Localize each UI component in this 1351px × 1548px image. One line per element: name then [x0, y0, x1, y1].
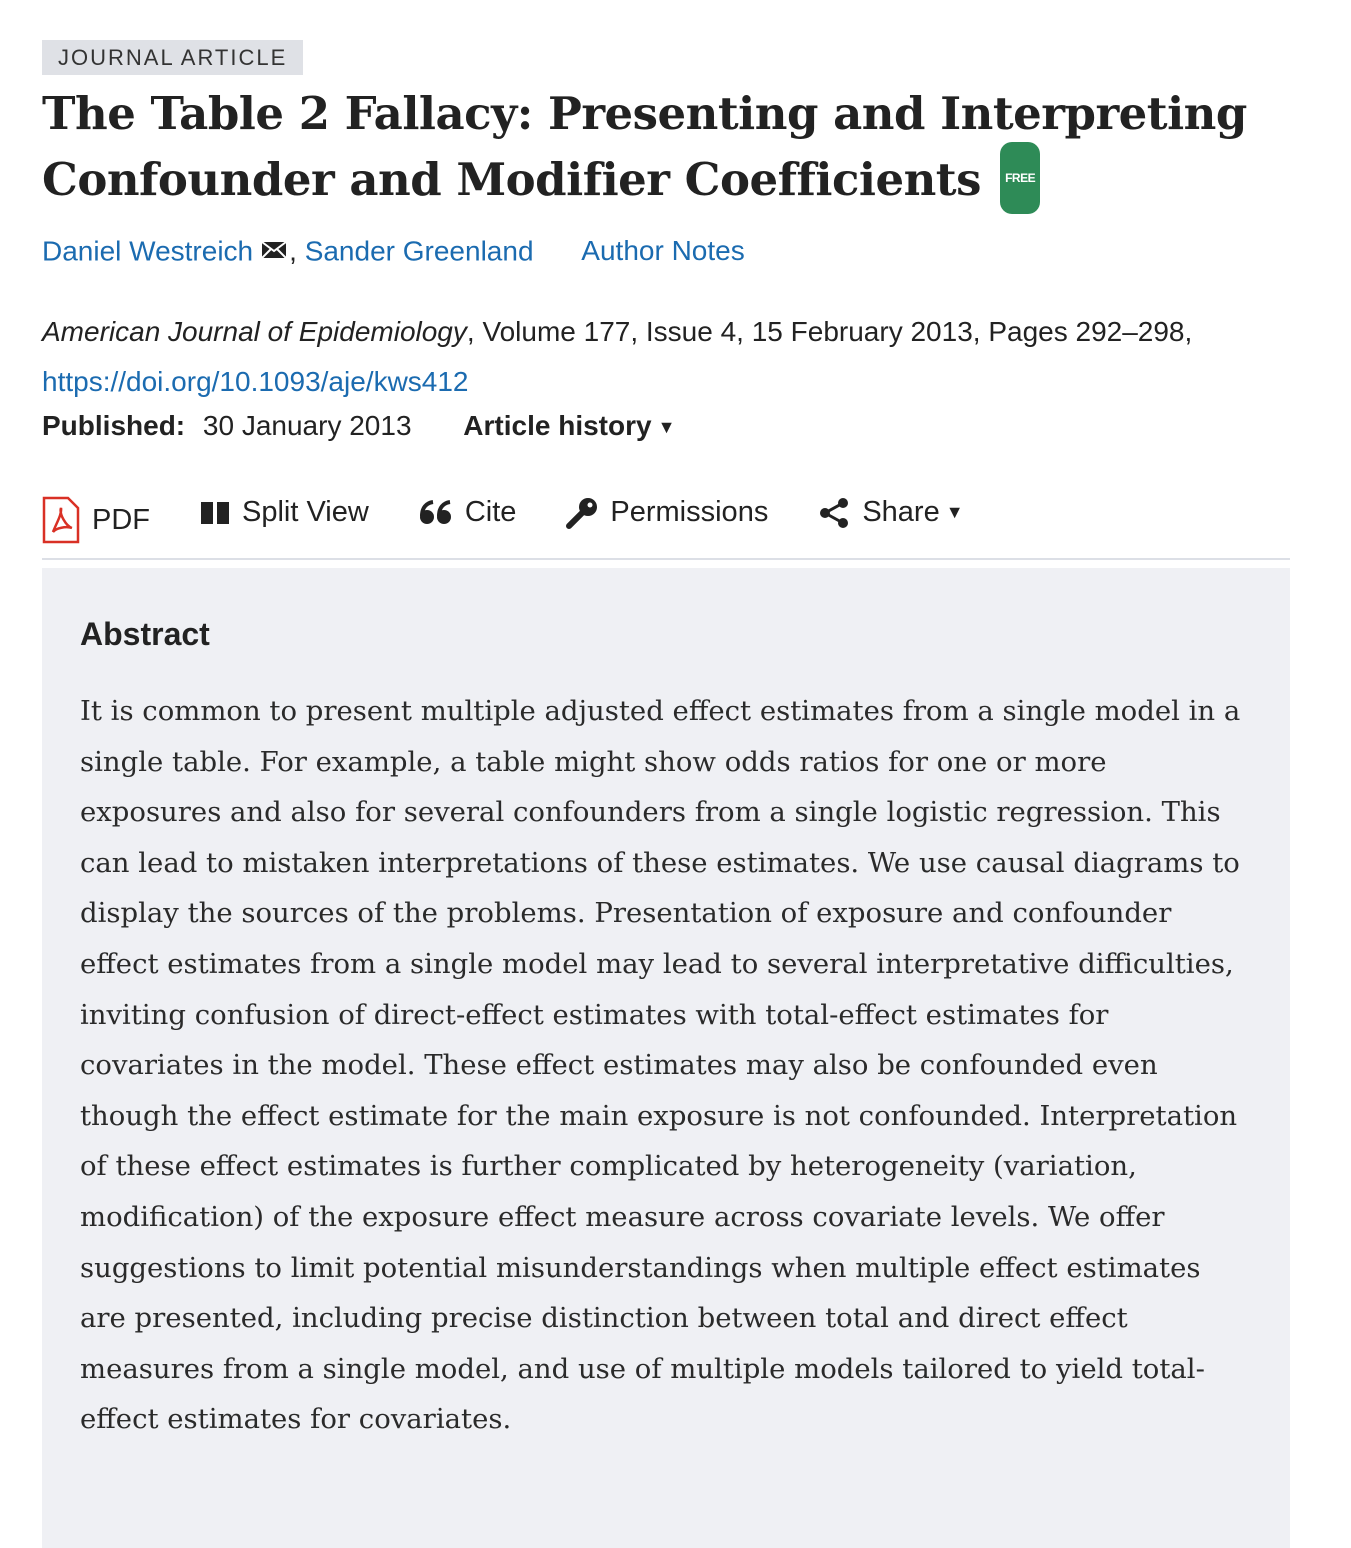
quote-icon: [419, 500, 453, 526]
citation-details: , Volume 177, Issue 4, 15 February 2013, Pages 292–298,: [466, 315, 1193, 347]
doi-link[interactable]: https://doi.org/10.1093/aje/kws412: [42, 365, 469, 397]
article-history-label: Article history: [463, 409, 652, 441]
published-date: 30 January 2013: [202, 409, 412, 441]
key-icon: [566, 497, 598, 529]
publication-row: [42, 409, 1290, 445]
free-badge: FREE: [1000, 142, 1040, 214]
article-title-text: The Table 2 Fallacy: Presenting and Interpreting Confounder and Modifier Coefficients: [42, 87, 1247, 206]
pdf-label: PDF: [92, 503, 150, 536]
split-view-icon: [200, 501, 230, 525]
permissions-label: Permissions: [610, 496, 769, 529]
article-header: [42, 40, 1290, 560]
author-notes-link[interactable]: Author Notes: [581, 234, 745, 266]
permissions-button[interactable]: [566, 496, 768, 529]
envelope-icon[interactable]: [261, 234, 287, 268]
article-type-tag: JOURNAL ARTICLE: [42, 40, 303, 75]
citation: [42, 307, 1290, 407]
pdf-button[interactable]: [42, 496, 150, 544]
author-separator: ,: [289, 234, 297, 266]
author-link-greenland[interactable]: Sander Greenland: [304, 234, 534, 266]
article-toolbar: [42, 496, 1290, 560]
cite-label: Cite: [464, 496, 517, 529]
pdf-icon: [42, 496, 80, 544]
article-title: [42, 81, 1290, 220]
share-icon: [818, 498, 850, 528]
share-label: Share: [862, 496, 940, 529]
caret-down-icon: ▼: [657, 417, 676, 438]
abstract-heading: Abstract: [80, 616, 210, 652]
abstract-section: [42, 568, 1290, 1548]
cite-button[interactable]: [419, 496, 517, 529]
split-view-button[interactable]: [200, 496, 369, 529]
caret-down-icon: ▼: [945, 502, 964, 523]
share-button[interactable]: [818, 496, 963, 529]
published-label: Published:: [42, 409, 186, 441]
split-view-label: Split View: [242, 496, 369, 529]
author-link-westreich[interactable]: Daniel Westreich: [42, 234, 254, 266]
abstract-text: It is common to present multiple adjusted effect estimates from a single model in a single table. For example, a table might show odds ratios for one or more exposures and also for several confounders from a single logistic regression. This can lead to mistaken interpretations of these estimates. We use causal diagrams to display the sources of the problems. Presentation of exposure and confounder effect estimates from a single model may lead to several interpretative difficulties, inviting confusion of direct-effect estimates with total-effect estimates for covariates in the model. These effect estimates may also be confounded even though the effect estimate for the main exposure is not confounded. Interpretation of these effect estimates is further complicated by heterogeneity (variation, modification) of the exposure effect measure across covariate levels. We offer suggestions to limit potential misunderstandings when multiple effect estimates are presented, including precise distinction between total and direct effect measures from a single model, and use of multiple models tailored to yield total-effect estimates for covariates.: [80, 695, 1241, 1436]
journal-name: American Journal of Epidemiology: [42, 315, 467, 347]
article-history-toggle[interactable]: [463, 410, 675, 441]
author-list: [42, 234, 1290, 272]
